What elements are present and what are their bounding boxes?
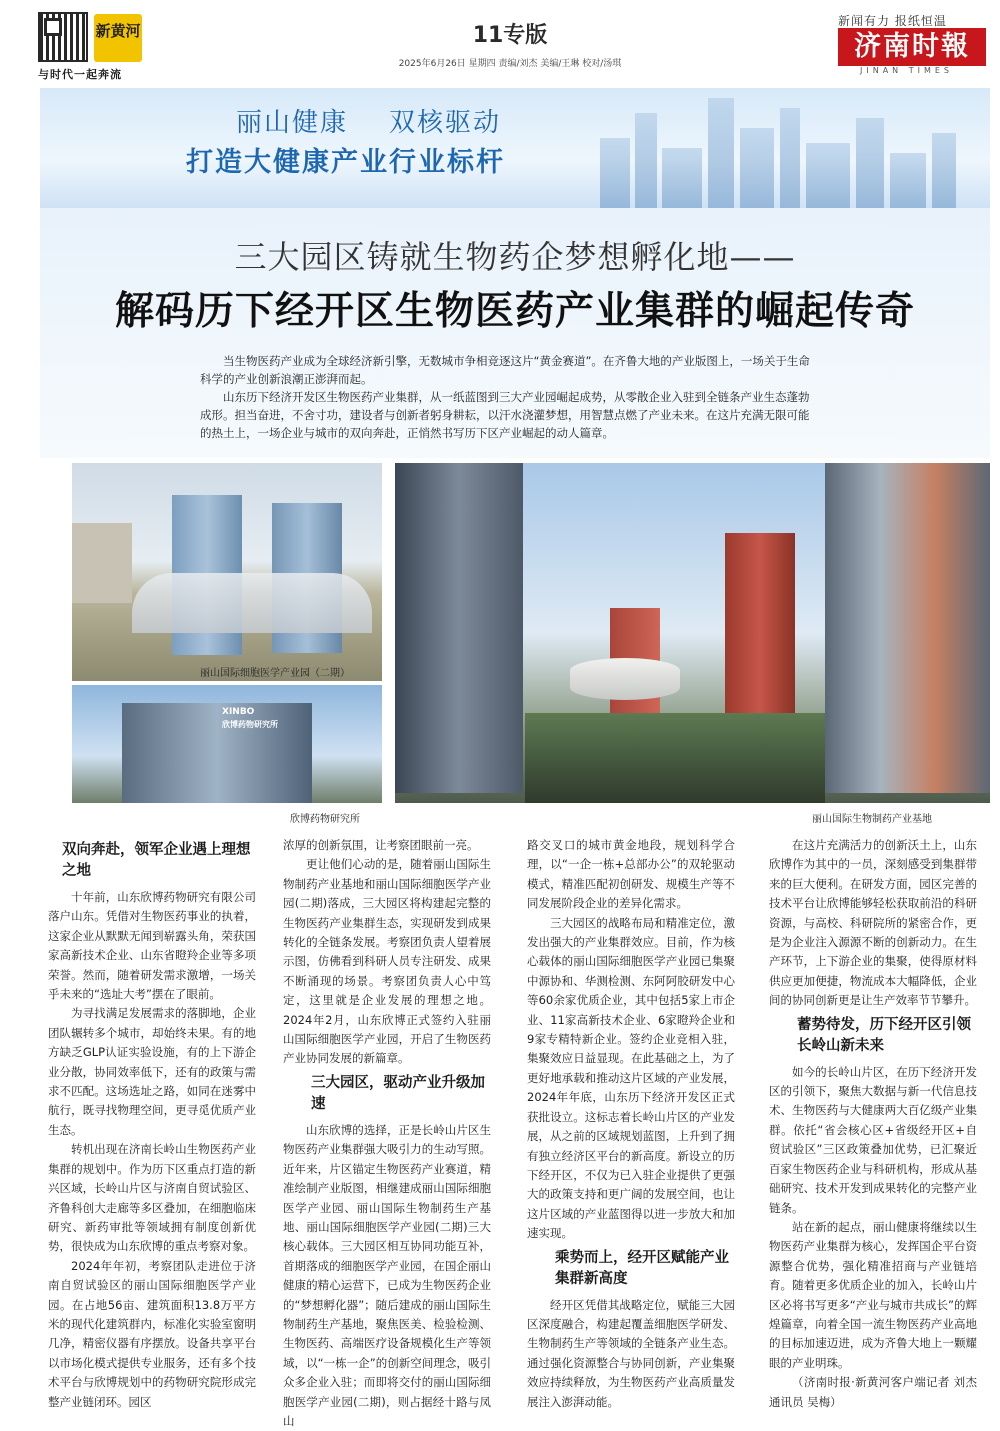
section-heading-1: 双向奔赴，领军企业遇上理想之地 — [62, 842, 251, 879]
newspaper-logo: 济南时報 — [838, 28, 986, 66]
column-2 — [283, 836, 491, 1431]
photo-cell-medicine-park-phase2 — [72, 463, 382, 681]
newspaper-logo-en: JINAN TIMES — [860, 66, 953, 75]
paragraph: 十年前，山东欣博药物研究有限公司落户山东。凭借对生物医药事业的执着，这家企业从默默无闻到崭露头角，荣获国家高新技术企业、山东省瞪羚企业等多项荣誉。然而，随着研发需求激增，一场关乎未来的“选址大考”摆在了眼前。 — [48, 890, 256, 1002]
lead-paragraph-1: 当生物医药产业成为全球经济新引擎，无数城市争相竞逐这片“黄金赛道”。在齐鲁大地的产业版图上，一场关于生命科学的产业创新浪潮正澎湃而起。 — [200, 354, 810, 386]
page-number: 11专版 — [472, 23, 548, 48]
logo-text: 新黄河 — [95, 22, 141, 40]
section-heading-4: 蓄势待发，历下经开区引领长岭山新未来 — [797, 1016, 971, 1054]
page-meta: 2025年6月26日 星期四 责编/刘杰 美编/王琳 校对/汤琪 — [398, 59, 622, 69]
column-4 — [769, 836, 977, 1412]
caption-photo3: 丽山国际生物制药产业基地 — [812, 814, 932, 825]
paragraph: 2024年年初，考察团队走进位于济南自贸试验区的丽山国际细胞医学产业园。在占地56亩、建筑面积13.8万平方米的现代化建筑群内，标准化实验室窗明几净，精密仪器有序摆放。设备共享平台以市场化模式提供专业服务，还有多个技术平台与欣博规划中的药物研究院形成完整产业链闭环。园区 — [48, 1258, 256, 1409]
caption-photo2: 欣博药物研究所 — [290, 814, 360, 825]
lead-paragraph-2: 山东历下经济开发区生物医药产业集群，从一纸蓝图到三大产业园崛起成势，从零散企业入驻到全链条产业生态蓬勃成形。担当奋进，不舍寸功，建设者与创新者躬身耕耘，以汗水浇灌梦想，用智慧点燃了产业未来。在这片充满无限可能的热土上，一场企业与城市的双向奔赴，正悄然书写历下区产业崛起的动人篇章。 — [200, 390, 810, 440]
banner-title-1: 丽山健康 双核驱动 — [236, 108, 502, 138]
paragraph: 为寻找满足发展需求的落脚地，企业团队辗转多个城市，却始终未果。有的地方缺乏GLP认证实验设施，有的上下游企业分散，协同效率低下，还有的政策与需求不匹配。这场选址之路，如同在迷雾中航行，既寻找物理空间，更寻觅优质产业生态。 — [48, 1006, 256, 1137]
paragraph: 如今的长岭山片区，在历下经济开发区的引领下，聚焦大数据与新一代信息技术、生物医药与大健康两大百亿级产业集群。依托“省会核心区+省级经开区+自贸试验区”三区政策叠加优势，已汇聚近百家生物医药企业与科研机构，形成从基础研究、技术开发到成果转化的完整产业链条。 — [769, 1064, 977, 1215]
column-1 — [48, 836, 256, 1412]
article-subhead: 三大园区铸就生物药企梦想孵化地—— — [234, 238, 796, 276]
section-heading-3: 乘势而上，经开区赋能产业集群新高度 — [555, 1249, 729, 1287]
masthead-slogan: 与时代一起奔流 — [38, 68, 122, 81]
paragraph: 三大园区的战略布局和精准定位，激发出强大的产业集群效应。目前，作为核心载体的丽山国际细胞医学产业园已集聚中源协和、华测检测、东阿阿胶研发中心等60余家优质企业，其中包括5家上市企业、11家高新技术企业、6家瞪羚企业和9家专精特新企业。签约企业竞相入驻，集聚效应日益显现。在此基础之上，为了更好地承载和推动这片区域的产业发展，2024年年底，山东历下经济开发区正式获批设立。这标志着长岭山片区的产业发展，从之前的区域规划蓝图，上升到了拥有独立经济区平台的新高度。新设立的历下经开区，不仅为已入驻企业提供了更强大的政策支持和更广阔的发展空间，也让这片区域的产业蓝图得以进一步放大和加速实现。 — [527, 915, 735, 1241]
byline: （济南时报·新黄河客户端记者 刘杰 通讯员 吴梅） — [769, 1375, 977, 1409]
qr-code — [38, 12, 88, 62]
photo-bio-pharma-base — [395, 463, 990, 803]
paragraph: 站在新的起点，丽山健康将继续以生物医药产业集群为核心，发挥国企平台资源整合优势，强化精准招商与产业链培育。随着更多优质企业的加入，长岭山片区必将书写更多“产业与城市共成长”的辉煌篇章，向着全国一流生物医药产业高地的目标加速迈进，成为齐鲁大地上一颗耀眼的产业明珠。 — [769, 1219, 977, 1370]
column-3 — [527, 836, 735, 1412]
paragraph: 在这片充满活力的创新沃土上，山东欣博作为其中的一员，深刻感受到集群带来的巨大便利。在研发方面，园区完善的技术平台让欣博能够轻松获取前沿的科研资源，与高校、科研院所的紧密合作，更是为企业注入源源不断的创新动力。在生产环节，上下游企业的集聚，使得原材料供应更加便捷，物流成本大幅降低，企业间的协同创新更是让生产效率节节攀升。 — [769, 838, 977, 1008]
paragraph: 路交叉口的城市黄金地段，规划科学合理，以“一企一栋+总部办公”的双轮驱动模式，精准匹配初创研发、规模生产等不同发展阶段企业的差异化需求。 — [527, 838, 735, 911]
caption-photo1: 丽山国际细胞医学产业园（二期） — [200, 668, 350, 679]
xinbo-sign-brand: XINBO — [222, 707, 255, 717]
paper-slogan: 新闻有力 报纸恒温 — [838, 14, 947, 28]
paragraph: 经开区凭借其战略定位，赋能三大园区深度融合，构建起覆盖细胞医学研发、生物制药生产等领域的全链条产业生态。通过强化资源整合与协同创新，产业集聚效应持续释放，为生物医药产业高质量发展注入澎湃动能。 — [527, 1297, 735, 1409]
banner — [40, 88, 990, 208]
paragraph: 更让他们心动的是，随着丽山国际生物制药产业基地和丽山国际细胞医学产业园(二期)落成，三大园区将构建起完整的生物医药产业集群生态，实现研发到成果转化的全链条发展。考察团负责人望着展示图，仿佛看到科研人员专注研发、成果不断涌现的场景。考察团负责人心中笃定，这里就是企业发展的理想之地。2024年2月，山东欣博正式签约入驻丽山国际细胞医学产业园，开启了生物医药产业协同发展的新篇章。 — [283, 857, 491, 1066]
section-heading-2: 三大园区，驱动产业升级加速 — [311, 1074, 485, 1112]
photo-xinbo-institute — [72, 685, 382, 803]
paragraph: 转机出现在济南长岭山生物医药产业集群的规划中。作为历下区重点打造的新兴区域，长岭山片区与济南自贸试验区、齐鲁科创大走廊等多区叠加，在细胞临床研究、新药审批等领域拥有制度创新优势，很快成为山东欣博的重点考察对象。 — [48, 1142, 256, 1254]
xinbo-sign-name: 欣博药物研究所 — [222, 720, 278, 729]
article-headline: 解码历下经开区生物医药产业集群的崛起传奇 — [114, 289, 915, 334]
paragraph: 浓厚的创新氛围，让考察团眼前一亮。 — [283, 838, 479, 852]
paragraph: 山东欣博的选择，正是长岭山片区生物医药产业集群强大吸引力的生动写照。近年来，片区锚定生物医药产业赛道，精准绘制产业版图，相继建成丽山国际细胞医学产业园、丽山国际生物制药生产基地、丽山国际细胞医学产业园(二期)三大核心载体。三大园区相互协同功能互补，首期落成的细胞医学产业园，在国企丽山健康的精心运营下，已成为生物医药企业的“梦想孵化器”；随后建成的丽山国际生物制药生产基地，聚焦医美、检验检测、生物医药、高端医疗设备规模化生产等领域，以“一栋一企”的创新空间理念，吸引众多企业入驻；而即将交付的丽山国际细胞医学产业园(二期)，则占据经十路与凤山 — [283, 1122, 491, 1428]
banner-title-2: 打造大健康产业行业标杆 — [186, 147, 505, 178]
